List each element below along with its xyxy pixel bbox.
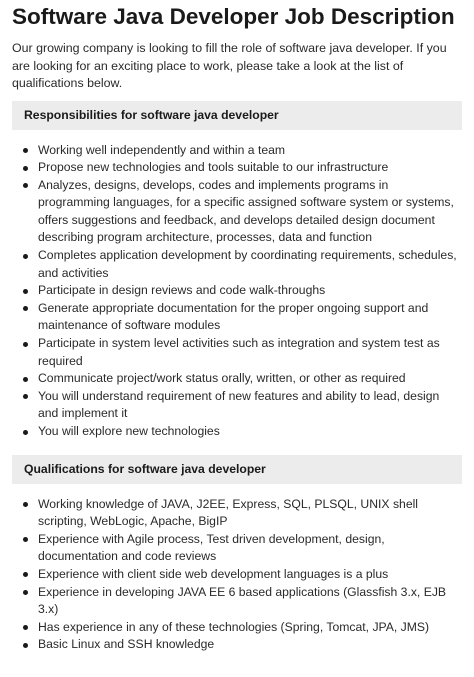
list-item-text: Working well independently and within a team	[38, 142, 286, 157]
intro-paragraph: Our growing company is looking to fill the role of software java developer. If you are looking for an exciting place to work, please take a look at the list of qualifications below.	[12, 41, 447, 90]
list-item-text: Has experience in any of these technologies (Spring, Tomcat, JPA, JMS)	[38, 619, 430, 634]
list-item-text: Experience in developing JAVA EE 6 based applications (Glassfish 3.x, EJB 3.x)	[38, 584, 447, 617]
bullet-icon	[23, 289, 28, 294]
bullet-icon	[23, 572, 28, 577]
bullet-icon	[23, 625, 28, 630]
list-item	[38, 423, 462, 441]
list-item-text: You will explore new technologies	[38, 424, 220, 438]
list-item-text: Participate in design reviews and code walk-throughs	[38, 283, 326, 298]
list-item-text: Working knowledge of JAVA, J2EE, Express, SQL, PLSQL, UNIX shell scripting, WebLogic, Apache, BigIP	[38, 496, 419, 529]
list-item	[38, 247, 462, 282]
page-title: Software Java Developer Job Description	[12, 4, 455, 29]
bullet-icon	[23, 183, 28, 188]
bullet-icon	[23, 430, 28, 435]
list-item	[38, 584, 462, 619]
list-item-text: Propose new technologies and tools suitable to our infrastructure	[38, 160, 389, 175]
list-item-text: Analyzes, designs, develops, codes and implements programs in programming languages, for a specific assigned software system or systems, offers suggestions and feedback, and develops detailed design document describing program architecture, processes, data and function	[38, 177, 454, 245]
list-item-text: You will understand requirement of new features and ability to lead, design and implement it	[38, 388, 440, 421]
list-item	[38, 159, 462, 177]
bullet-icon	[23, 166, 28, 171]
qualifications-heading: Qualifications for software java developer	[12, 455, 462, 484]
list-item	[38, 531, 462, 566]
bullet-icon	[23, 502, 28, 507]
bullet-icon	[23, 590, 28, 595]
list-item	[38, 142, 462, 160]
list-item	[38, 300, 462, 335]
list-item	[38, 335, 462, 370]
list-item-text: Experience with Agile process, Test driven development, design, documentation and code reviews	[38, 531, 385, 564]
list-item-text: Participate in system level activities such as integration and system test as required	[38, 336, 440, 368]
list-item-text: Communicate project/work status orally, written, or other as required	[38, 371, 406, 386]
list-item-text: Completes application development by coordinating requirements, schedules, and activities	[38, 248, 457, 280]
list-item-text: Basic Linux and SSH knowledge	[38, 637, 215, 652]
bullet-icon	[23, 254, 28, 259]
bullet-icon	[23, 537, 28, 542]
list-item	[38, 177, 462, 247]
responsibilities-heading: Responsibilities for software java developer	[12, 101, 462, 130]
bullet-icon	[23, 342, 28, 347]
list-item-text: Generate appropriate documentation for the proper ongoing support and maintenance of software modules	[38, 300, 429, 333]
list-item	[38, 566, 462, 584]
qualifications-list	[12, 496, 462, 654]
bullet-icon	[23, 377, 28, 382]
list-item	[38, 388, 462, 423]
bullet-icon	[23, 643, 28, 648]
bullet-icon	[23, 394, 28, 399]
list-item	[38, 282, 462, 300]
list-item-text: Experience with client side web development languages is a plus	[38, 566, 389, 581]
list-item	[38, 370, 462, 388]
list-item	[38, 619, 462, 637]
bullet-icon	[23, 306, 28, 311]
list-item	[38, 636, 462, 654]
bullet-icon	[23, 148, 28, 153]
responsibilities-list	[12, 142, 462, 441]
list-item	[38, 496, 462, 531]
